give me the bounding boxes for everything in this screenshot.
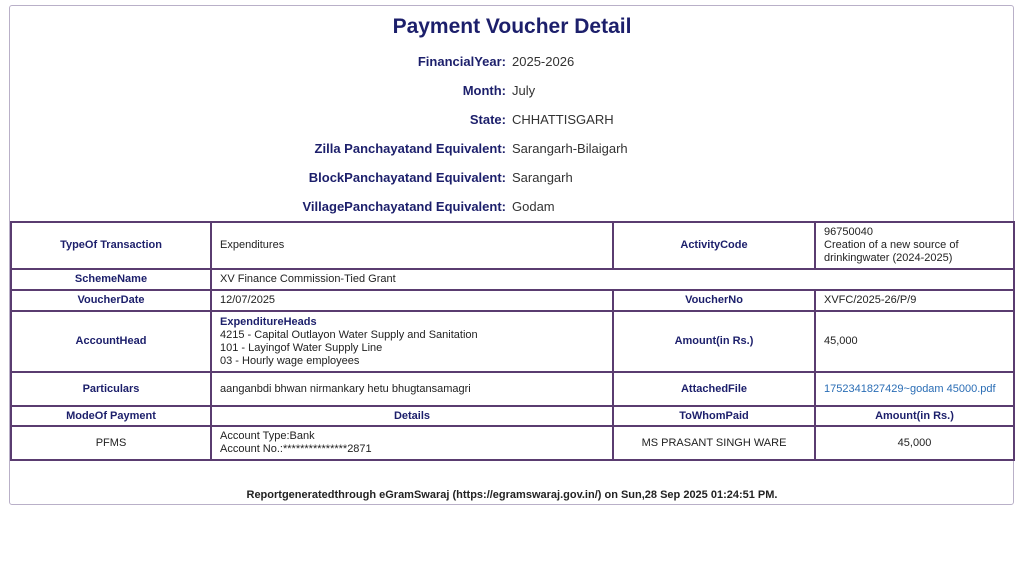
- payment-header-row: [11, 406, 1014, 426]
- table-row: [11, 222, 1014, 269]
- financial-year-value: 2025-2026: [512, 54, 575, 69]
- block-row: [0, 170, 1024, 188]
- block-label: BlockPanchayatand Equivalent:: [308, 170, 506, 185]
- mode-of-payment-header: ModeOf Payment: [11, 406, 211, 426]
- account-number: Account No.:***************2871: [220, 443, 372, 455]
- financial-year-label: FinancialYear:: [417, 54, 506, 69]
- voucher-date-value: 12/07/2025: [211, 290, 613, 311]
- table-row: [11, 290, 1014, 311]
- zilla-value: Sarangarh-Bilaigarh: [512, 141, 628, 156]
- payment-amount-header: Amount(in Rs.): [815, 406, 1014, 426]
- village-label: VillagePanchayatand Equivalent:: [302, 199, 506, 214]
- amount-label: Amount(in Rs.): [613, 311, 815, 372]
- type-value: Expenditures: [211, 222, 613, 269]
- to-whom-paid-header: ToWhomPaid: [613, 406, 815, 426]
- account-type: Account Type:Bank: [220, 430, 315, 442]
- month-label: Month:: [462, 83, 506, 98]
- account-head-line: 101 - Layingof Water Supply Line: [220, 341, 383, 354]
- zilla-label: Zilla Panchayatand Equivalent:: [314, 141, 506, 156]
- account-head-line: 4215 - Capital Outlayon Water Supply and Sanitation: [220, 328, 478, 341]
- month-row: [0, 83, 1024, 101]
- block-value: Sarangarh: [512, 170, 573, 185]
- account-head-label: AccountHead: [11, 311, 211, 372]
- activity-code-value: 96750040: [824, 226, 873, 238]
- attached-file-link[interactable]: 1752341827429~godam 45000.pdf: [824, 382, 996, 395]
- details-header: Details: [211, 406, 613, 426]
- zilla-row: [0, 141, 1024, 159]
- table-row: [11, 311, 1014, 372]
- payment-mode-value: PFMS: [11, 426, 211, 460]
- particulars-label: Particulars: [11, 372, 211, 406]
- financial-year-row: [0, 54, 1024, 72]
- account-head-line: 03 - Hourly wage employees: [220, 354, 360, 367]
- scheme-value: XV Finance Commission-Tied Grant: [211, 269, 1014, 290]
- report-footer: Reportgeneratedthrough eGramSwaraj (https://egramswaraj.gov.in/) on Sun,28 Sep 2025 01:24:51 PM.: [246, 489, 778, 501]
- payment-row: [11, 426, 1014, 460]
- amount-value: 45,000: [815, 311, 1014, 372]
- village-value: Godam: [512, 199, 555, 214]
- activity-code-label: ActivityCode: [613, 222, 815, 269]
- state-label: State:: [469, 112, 506, 127]
- voucher-no-value: XVFC/2025-26/P/9: [815, 290, 1014, 311]
- state-row: [0, 112, 1024, 130]
- attached-file-label: AttachedFile: [613, 372, 815, 406]
- voucher-no-label: VoucherNo: [613, 290, 815, 311]
- activity-description: Creation of a new source of drinkingwater (2024-2025): [824, 239, 959, 264]
- account-head-title: ExpenditureHeads: [220, 315, 317, 328]
- payment-amount-value: 45,000: [815, 426, 1014, 460]
- scheme-label: SchemeName: [11, 269, 211, 290]
- month-value: July: [512, 83, 536, 98]
- particulars-value: aanganbdi bhwan nirmankary hetu bhugtansamagri: [211, 372, 613, 406]
- voucher-table: [10, 221, 1015, 461]
- village-row: [0, 199, 1024, 217]
- table-row: [11, 372, 1014, 406]
- voucher-date-label: VoucherDate: [11, 290, 211, 311]
- state-value: CHHATTISGARH: [512, 112, 614, 127]
- account-head-cell: [211, 311, 613, 372]
- type-label: TypeOf Transaction: [11, 222, 211, 269]
- to-whom-paid-value: MS PRASANT SINGH WARE: [613, 426, 815, 460]
- activity-code-cell: [815, 222, 1014, 269]
- attached-file-cell: [815, 372, 1014, 406]
- table-row: [11, 269, 1014, 290]
- page-title: Payment Voucher Detail: [392, 15, 632, 38]
- payment-details-cell: [211, 426, 613, 460]
